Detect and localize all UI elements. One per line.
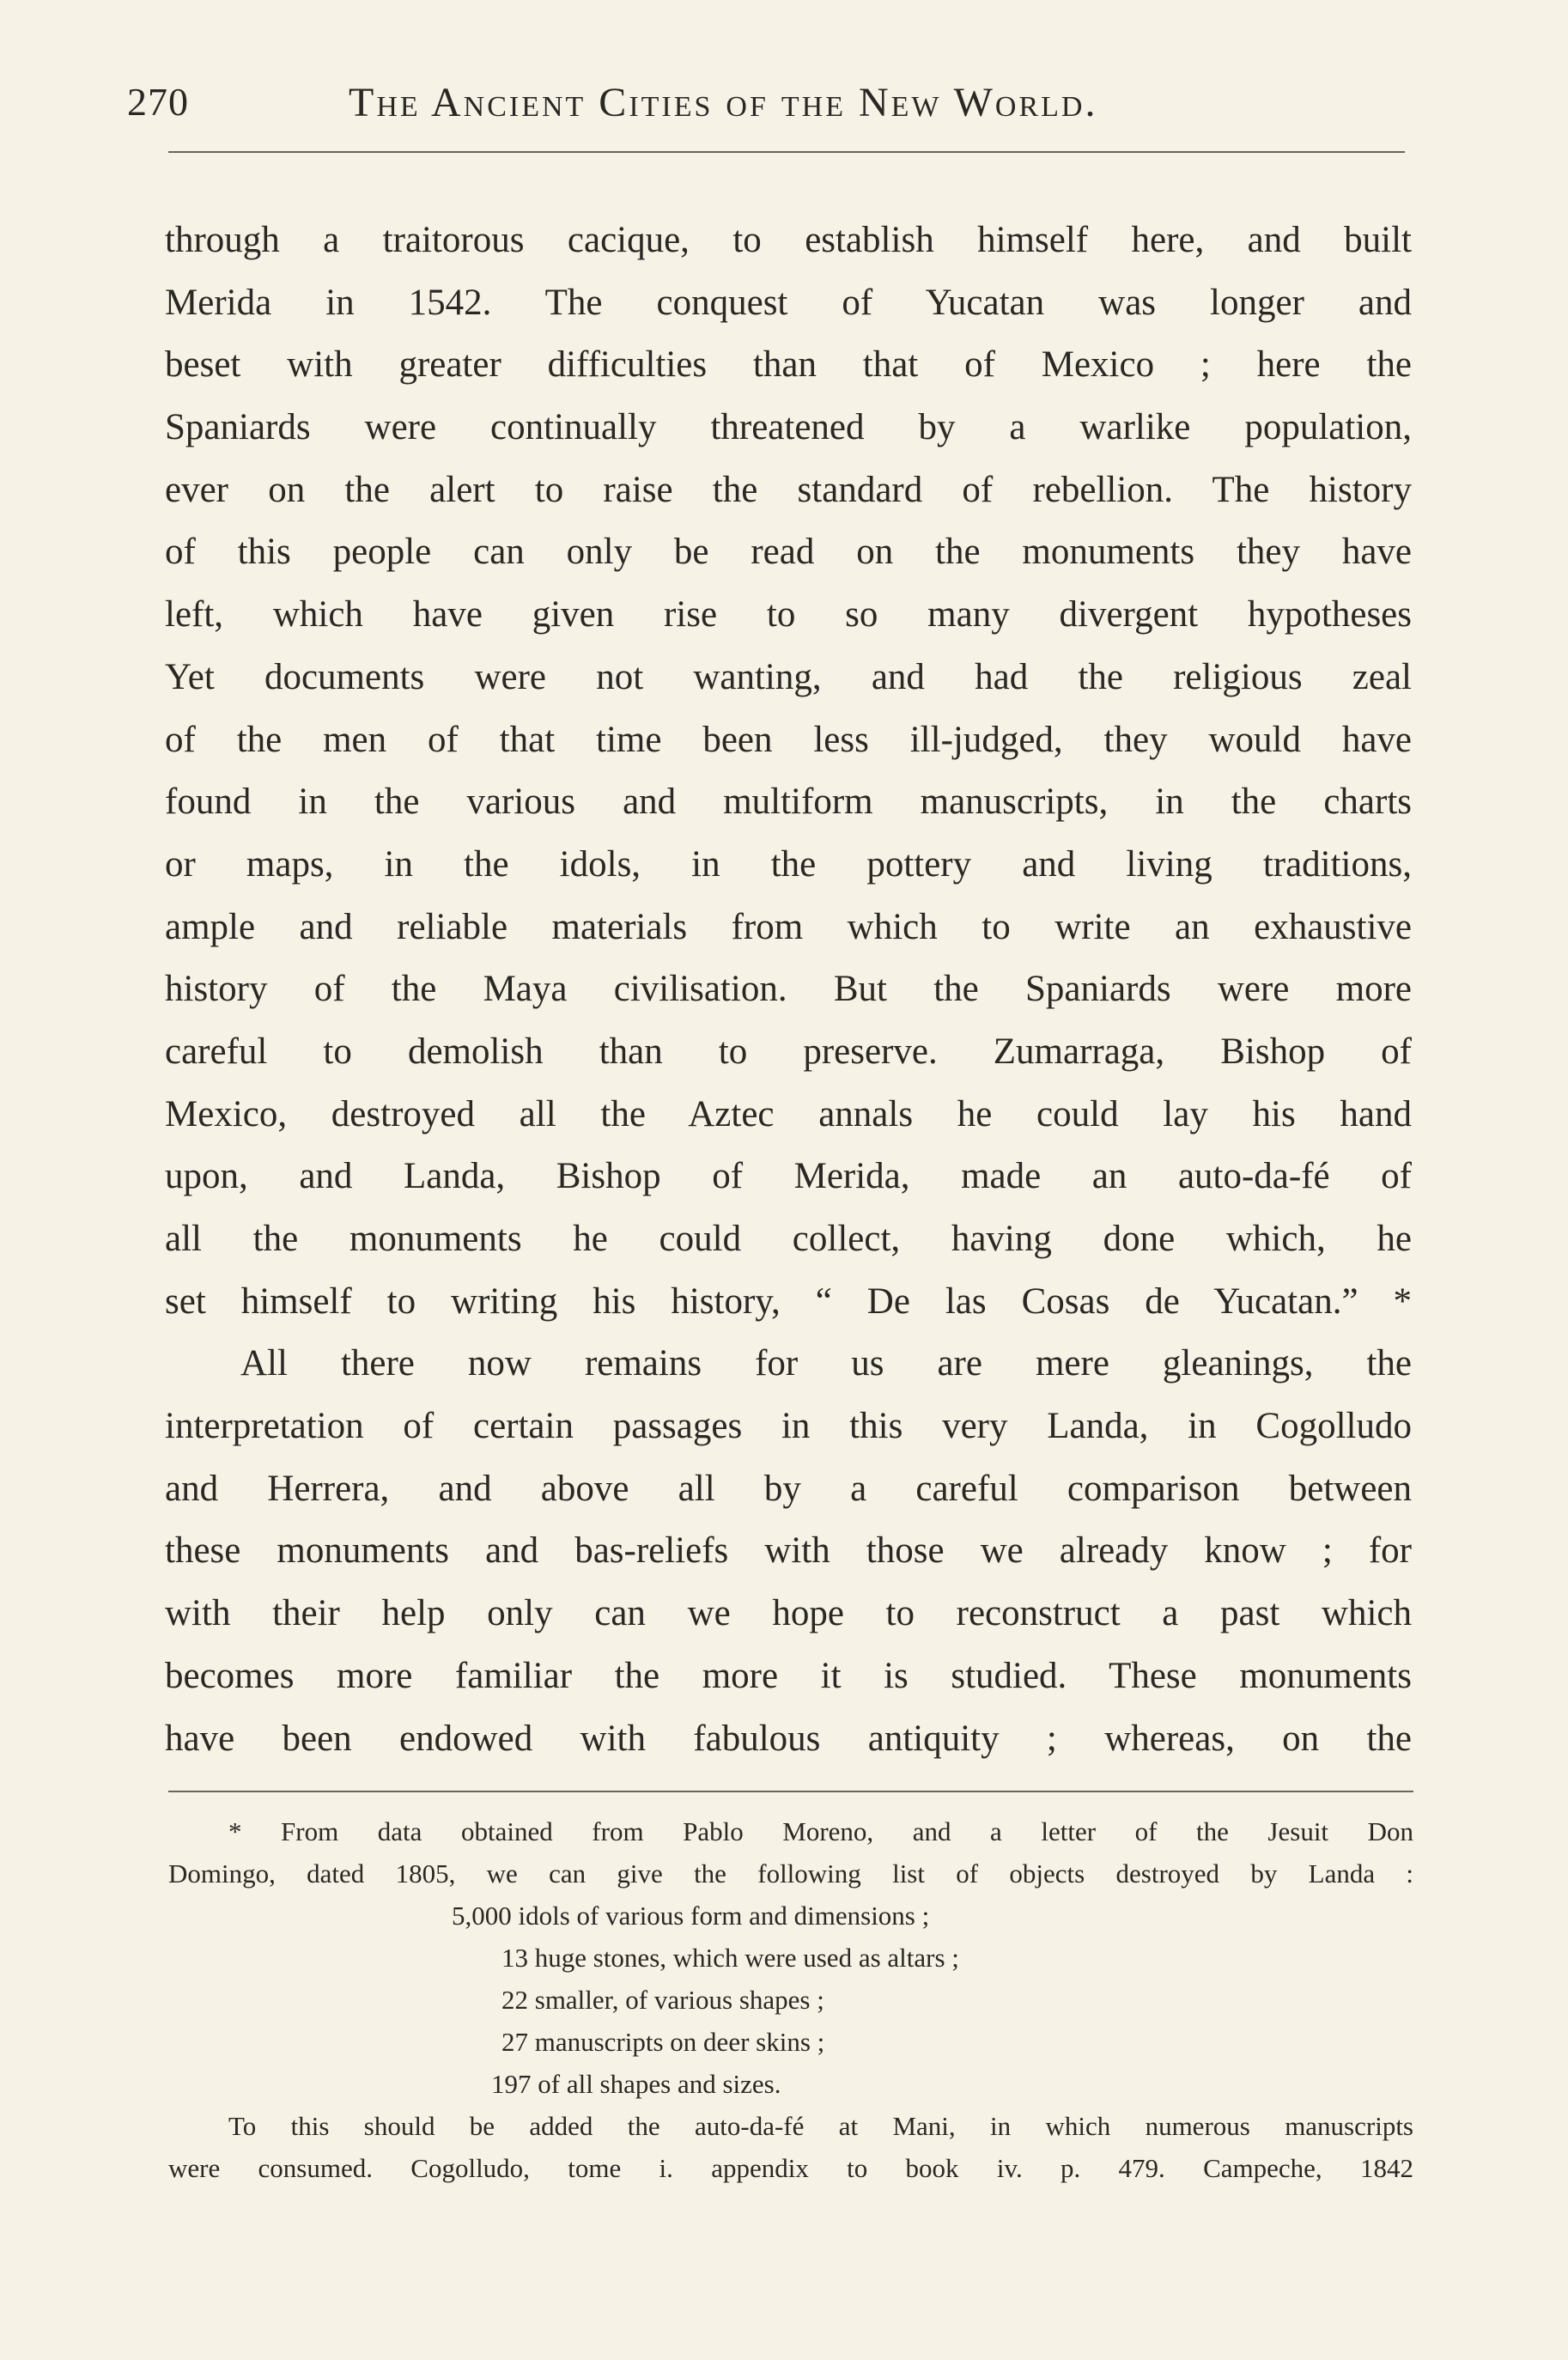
- body-line: have been endowed with fabulous antiquity ; whereas, on the: [165, 1718, 1412, 1759]
- body-line: becomes more familiar the more it is studied. These monuments: [165, 1655, 1412, 1696]
- footnote-list-item: 27 manuscripts on deer skins ;: [501, 2027, 825, 2057]
- footnote-intro-line: Domingo, dated 1805, we can give the following list of objects destroyed by Landa :: [168, 1858, 1413, 1889]
- body-line: left, which have given rise to so many divergent hypotheses: [165, 594, 1412, 636]
- body-line: beset with greater difficulties than that of Mexico ; here the: [165, 344, 1412, 386]
- body-line: Mexico, destroyed all the Aztec annals he could lay his hand: [165, 1093, 1412, 1134]
- footnote-list-item: 197 of all shapes and sizes.: [491, 2069, 781, 2099]
- footnote: [168, 1810, 1413, 2189]
- body-line: ample and reliable materials from which to write an exhaustive: [165, 906, 1412, 947]
- footnote-list-item: 5,000 idols of various form and dimensions ;: [452, 1901, 930, 1931]
- page-header: [127, 79, 1415, 139]
- footnote-intro-line: * From data obtained from Pablo Moreno, and a letter of the Jesuit Don: [228, 1816, 1413, 1846]
- body-line: all the monuments he could collect, having done which, he: [165, 1219, 1412, 1259]
- footnote-outro-line: were consumed. Cogolludo, tome i. appendix to book iv. p. 479. Campeche, 1842: [168, 2153, 1413, 2183]
- body-line: these monuments and bas-reliefs with those we already know ; for: [165, 1530, 1412, 1572]
- body-line: Merida in 1542. The conquest of Yucatan was longer and: [165, 282, 1412, 323]
- body-line: with their help only can we hope to reconstruct a past which: [165, 1593, 1412, 1634]
- body-line: or maps, in the idols, in the pottery and living traditions,: [165, 843, 1412, 885]
- page-number: 270: [127, 80, 189, 124]
- body-line: and Herrera, and above all by a careful comparison between: [165, 1468, 1412, 1509]
- body-line: careful to demolish than to preserve. Zumarraga, Bishop of: [165, 1031, 1412, 1072]
- footnote-list-item: 22 smaller, of various shapes ;: [501, 1985, 824, 2015]
- body-line: All there now remains for us are mere gleanings, the: [240, 1343, 1412, 1384]
- body-line: Spaniards were continually threatened by a warlike population,: [165, 407, 1412, 448]
- body-text: [165, 210, 1412, 1770]
- body-line: of this people can only be read on the monuments they have: [165, 532, 1412, 573]
- footnote-outro-line: To this should be added the auto-da-fé at Mani, in which numerous manuscripts: [228, 2111, 1413, 2141]
- body-line: history of the Maya civilisation. But the Spaniards were more: [165, 969, 1412, 1010]
- body-line: upon, and Landa, Bishop of Merida, made an auto-da-fé of: [165, 1156, 1412, 1197]
- body-line: set himself to writing his history, “ De las Cosas de Yucatan.” *: [165, 1280, 1412, 1322]
- body-line: interpretation of certain passages in this very Landa, in Cogolludo: [165, 1406, 1412, 1447]
- footnote-list: [168, 1895, 1413, 2105]
- body-line: Yet documents were not wanting, and had the religious zeal: [165, 656, 1412, 697]
- footnote-rule: [168, 1791, 1413, 1792]
- body-line: found in the various and multiform manuscripts, in the charts: [165, 782, 1412, 823]
- footnote-list-item: 13 huge stones, which were used as altars ;: [501, 1943, 959, 1973]
- body-line: through a traitorous cacique, to establish himself here, and built: [165, 220, 1412, 260]
- header-rule: [168, 151, 1405, 153]
- body-line: ever on the alert to raise the standard of rebellion. The history: [165, 469, 1412, 510]
- body-line: of the men of that time been less ill-judged, they would have: [165, 719, 1412, 760]
- running-title: The Ancient Cities of the New World.: [349, 80, 1098, 125]
